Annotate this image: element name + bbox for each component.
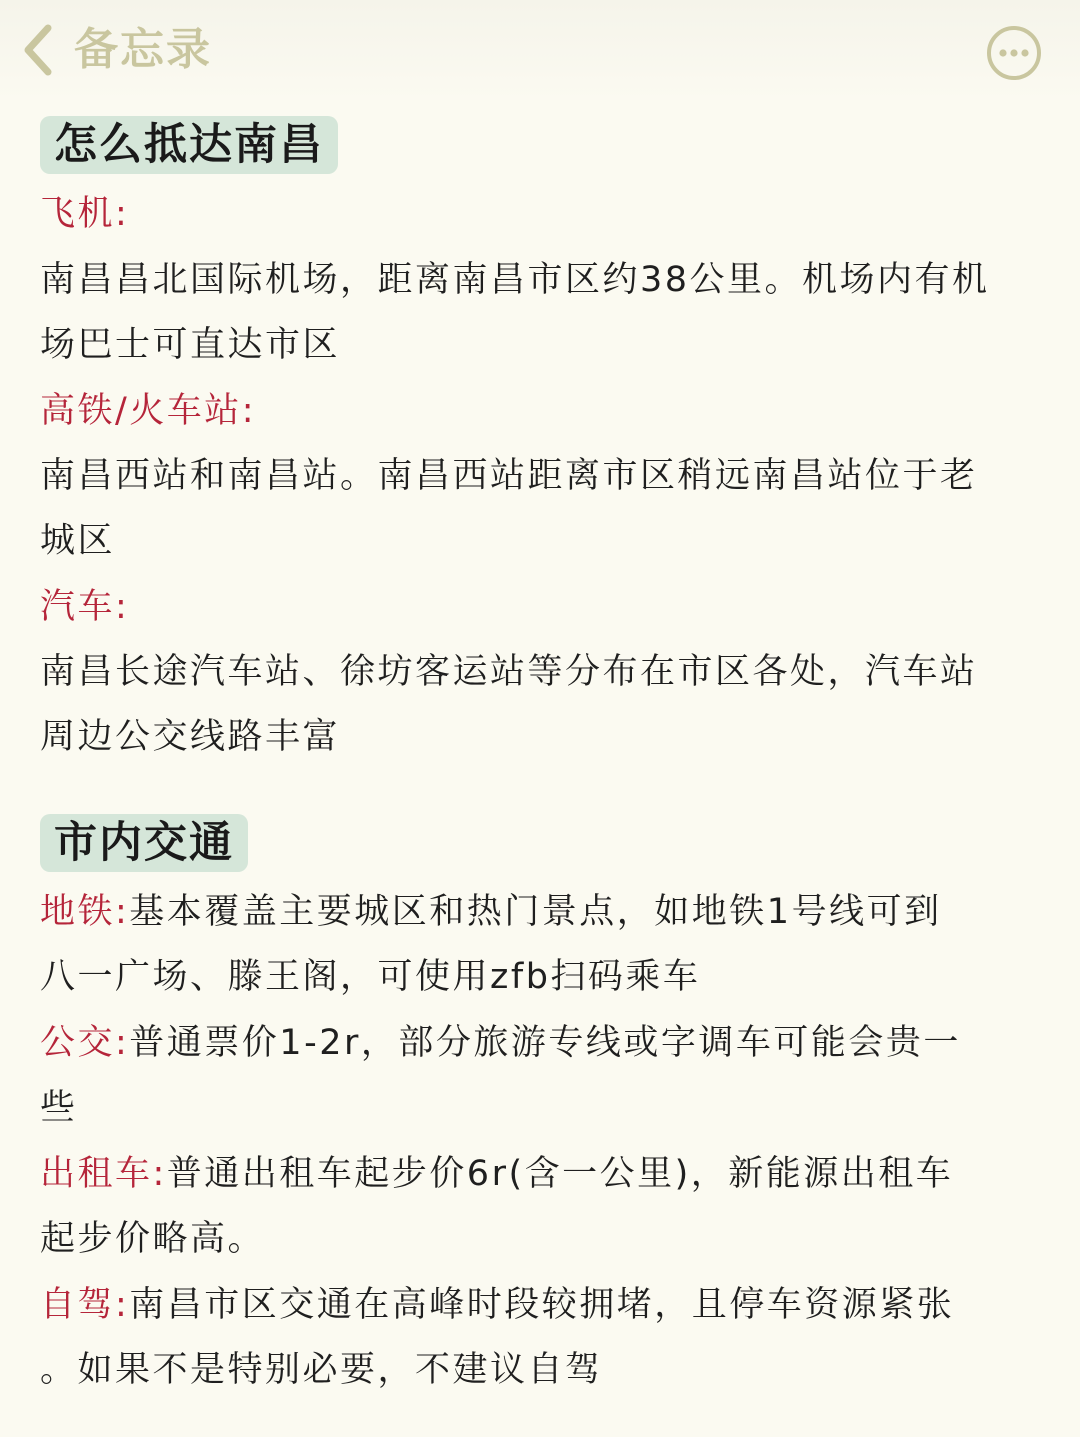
drive-paragraph-line1 bbox=[40, 1281, 954, 1329]
bus-text-line2: 周边公交线路丰富 bbox=[40, 717, 341, 757]
rail-text-line2: 城区 bbox=[40, 521, 116, 561]
bus-label: 汽车: bbox=[40, 587, 130, 627]
citybus-paragraph-line1 bbox=[40, 1019, 961, 1067]
back-label[interactable]: 备忘录 bbox=[74, 24, 212, 75]
rail-text-line1: 南昌西站和南昌站。南昌西站距离市区稍远南昌站位于老 bbox=[40, 456, 978, 496]
metro-paragraph-line1 bbox=[40, 888, 942, 936]
metro-label: 地铁: bbox=[40, 892, 130, 932]
plane-text-line1: 南昌昌北国际机场，距离南昌市区约38公里。机场内有机 bbox=[40, 260, 990, 300]
plane-label: 飞机: bbox=[40, 194, 130, 234]
metro-text-line2: 八一广场、滕王阁，可使用zfb扫码乘车 bbox=[40, 957, 701, 997]
bus-text-line1: 南昌长途汽车站、徐坊客运站等分布在市区各处，汽车站 bbox=[40, 652, 978, 692]
more-dots-icon bbox=[986, 25, 1042, 81]
drive-label: 自驾: bbox=[40, 1285, 130, 1325]
taxi-paragraph-line1 bbox=[40, 1150, 953, 1198]
drive-text-line1: 南昌市区交通在高峰时段较拥堵，且停车资源紧张 bbox=[129, 1285, 955, 1325]
section-title-arrival: 怎么抵达南昌 bbox=[40, 116, 338, 174]
taxi-text-line2: 起步价略高。 bbox=[40, 1219, 266, 1259]
citybus-text-line2: 些 bbox=[40, 1088, 78, 1128]
citybus-text-line1: 普通票价1-2r，部分旅游专线或字调车可能会贵一 bbox=[129, 1023, 961, 1063]
more-button[interactable] bbox=[986, 25, 1042, 81]
metro-text-line1: 基本覆盖主要城区和热门景点，如地铁1号线可到 bbox=[129, 892, 942, 932]
section-title-city-transport: 市内交通 bbox=[40, 814, 248, 872]
taxi-label: 出租车: bbox=[40, 1154, 167, 1194]
plane-text-line2: 场巴士可直达市区 bbox=[40, 325, 341, 365]
drive-text-line2: 。如果不是特别必要，不建议自驾 bbox=[40, 1350, 603, 1390]
citybus-label: 公交: bbox=[40, 1023, 130, 1063]
rail-label: 高铁/火车站: bbox=[40, 391, 257, 431]
chevron-left-icon bbox=[14, 20, 64, 80]
back-button[interactable] bbox=[14, 20, 64, 80]
top-bar bbox=[0, 0, 1080, 100]
taxi-text-line1: 普通出租车起步价6r(含一公里)，新能源出租车 bbox=[166, 1154, 954, 1194]
